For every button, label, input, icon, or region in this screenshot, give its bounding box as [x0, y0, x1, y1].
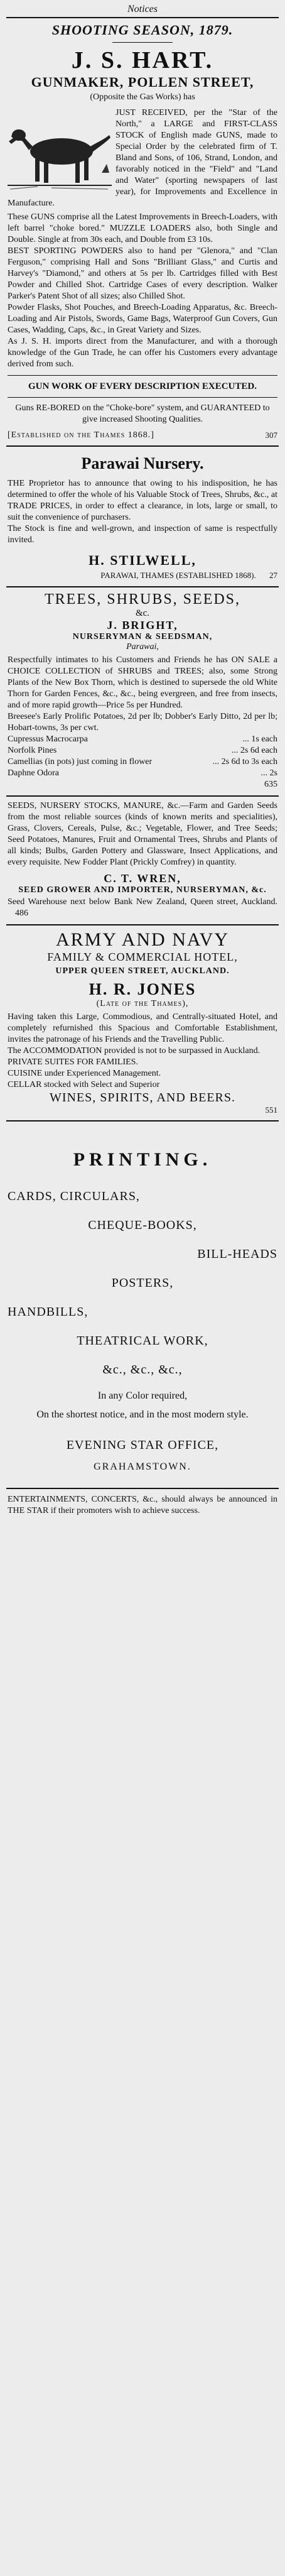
- advertiser-name: J. S. HART.: [71, 47, 214, 74]
- divider: [8, 375, 277, 376]
- newspaper-column: [6, 4, 279, 2567]
- entertainment-text: ENTERTAINMENTS, CONCERTS, &c., should always be announced in THE STAR if their promoters wish to achieve success.: [8, 1495, 277, 1515]
- print-line: POSTERS,: [111, 1276, 174, 1290]
- proprietor-name: H. STILWELL,: [89, 552, 196, 568]
- price-value: ... 1s each: [242, 734, 277, 744]
- price-row: [8, 734, 277, 745]
- hotel-address: UPPER QUEEN STREET, AUCKLAND.: [55, 966, 230, 976]
- season-heading: SHOOTING SEASON, 1879.: [51, 22, 234, 38]
- print-line: CHEQUE-BOOKS,: [88, 1218, 197, 1232]
- print-line: CARDS, CIRCULARS,: [8, 1189, 140, 1203]
- established-line: [8, 430, 277, 440]
- price-value: ... 2s 6d each: [231, 746, 277, 755]
- stock-description: These GUNS comprise all the Latest Improvements in Breech-Loaders, with left barrel "choke bored." MUZZLE LOADERS also, both Single and Double. Single at from 30s each, and Double from £3 10s. BEST SPORTING POWDERS also to hand per "Glenora," and "Clan Ferguson," comprising Hall and Sons "Brilliant Glass," and Curtis and Harvey's "Diamond," and others at 5s per lb. Cartridges filled with Best Powder and Chilled Shot. Cartridge Cases of every description. Walker Parker's Patent Shot of all sizes; also Chilled Shot. Powder Flasks, Shot Pouches, and Breech-Loading Apparatus, &c. Breech-Loading and Air Pistols, Swords, Game Bags, Waterproof Gun Covers, Gun Cases, Wadding, Caps, &c., in Great Variety and Sizes. As J. S. H. imports direct from the Manufacturer, and with a thorough knowledge of the Gun Trade, he can offer his Customers every advantage derived from such.: [8, 212, 277, 369]
- divider: [8, 397, 277, 398]
- price-item: Daphne Odora: [8, 768, 60, 778]
- wines-line: WINES, SPIRITS, AND BEERS.: [49, 1091, 236, 1105]
- wren-address: [8, 897, 277, 919]
- price-row: [8, 768, 277, 779]
- nursery-advertisement: [6, 447, 279, 587]
- print-line: THEATRICAL WORK,: [77, 1334, 208, 1348]
- price-item: Cupressus Macrocarpa: [8, 734, 88, 744]
- section-header: Notices: [6, 4, 279, 18]
- price-value: ... 2s: [261, 768, 277, 778]
- ad-reference: 486: [15, 909, 28, 918]
- advertiser-trade: GUNMAKER, POLLEN STREET,: [31, 74, 254, 90]
- advertiser-location: (Opposite the Gas Works) has: [90, 92, 195, 102]
- nursery-title: Parawai Nursery.: [81, 454, 204, 472]
- hotel-name: ARMY AND NAVY: [55, 929, 230, 950]
- notice-note: On the shortest notice, and in the most modern style.: [36, 1409, 249, 1420]
- office-town: GRAHAMSTOWN.: [94, 1461, 191, 1472]
- print-line: HANDBILLS,: [8, 1305, 89, 1319]
- bright-advertisement: [6, 587, 279, 797]
- print-line: &c., &c., &c.,: [102, 1363, 183, 1377]
- advertiser-trade: SEED GROWER AND IMPORTER, NURSERYMAN, &c.: [18, 885, 267, 895]
- rebored-notice: Guns RE-BORED on the "Choke-bore" system, and GUARANTEED to give increased Shooting Qualities.: [15, 403, 270, 424]
- printing-advertisement: [6, 1122, 279, 1489]
- bright-body: Respectfully intimates to his Customers and Friends he has ON SALE a CHOICE COLLECTION of SHRUBS and TREES; also, some Strong Plants of the New Box Thorn, which is destined to supersede the old White Thorn for Garden Fences, &c., &c., being evergreen, and free from insects, and of more rapid growth—Price 5s per Hundred. Breesee's Early Prolific Potatoes, 2d per lb; Dobber's Early Ditto, 2d per lb; Hobart-towns, 3s per cwt.: [8, 655, 277, 733]
- trees-subheading: &c.: [135, 608, 150, 618]
- color-note: In any Color required,: [97, 1390, 188, 1401]
- price-item: Norfolk Pines: [8, 746, 57, 755]
- ad-reference: 307: [265, 430, 277, 440]
- trees-heading: TREES, SHRUBS, SEEDS,: [44, 591, 241, 608]
- wren-body: SEEDS, NURSERY STOCKS, MANURE, &c.—Farm and Garden Seeds from the most reliable sources (kinds of known merits and specialities), Grass, Clovers, Cereals, Pulse, &c.; Vegetable, Flower, and Tree Seeds; Seed Potatoes, Manures, Fruit and Ornamental Trees, Shrubs and Plants of all kinds; Bulbs, Garden Pottery and Glassware, Insect Applications, and every requisite. New Fodder Plant (Prickly Comfrey) in quantity.: [8, 801, 277, 867]
- address-text: Seed Warehouse next below Bank New Zealand, Queen street, Auckland.: [8, 897, 277, 907]
- received-notice: JUST RECEIVED, per the "Star of the North," a LARGE and FIRST-CLASS STOCK of English made GUNS, made to Special Order by the celebrated firm of T. Bland and Sons, of 106, Strand, London, and favorably noticed in the "Field" and "Land and Water" (sporting newspapers of last year), for Improvements and Excellence in Manufacture.: [8, 108, 277, 208]
- price-list: [8, 734, 277, 790]
- divider: [112, 42, 173, 43]
- hart-advertisement: [6, 18, 279, 447]
- advertiser-name: J. BRIGHT,: [107, 619, 178, 631]
- ad-reference: 635: [264, 780, 277, 789]
- wren-advertisement: [6, 797, 279, 925]
- price-value: ... 2s 6d to 3s each: [212, 757, 277, 767]
- advertiser-trade: NURSERYMAN & SEEDSMAN,: [72, 632, 213, 641]
- gun-work-heading: GUN WORK OF EVERY DESCRIPTION EXECUTED.: [28, 381, 257, 391]
- advertiser-name: C. T. WREN,: [104, 872, 181, 885]
- hotel-type: FAMILY & COMMERCIAL HOTEL,: [47, 951, 238, 963]
- price-row: [8, 756, 277, 768]
- hotel-body: Having taken this Large, Commodious, and Centrally-situated Hotel, and completely refurnished this Spacious and Comfortable Establishment, invites the patronage of his Friends and the Travelling Public. The ACCOMMODATION provided is not to be surpassed in Auckland. PRIVATE SUITES FOR FAMILIES. CUISINE under Experienced Management. CELLAR stocked with Select and Superior: [8, 1012, 277, 1089]
- price-row: [8, 745, 277, 756]
- office-name: EVENING STAR OFFICE,: [66, 1438, 219, 1452]
- printing-title: PRINTING.: [73, 1149, 212, 1170]
- hotel-advertisement: [6, 925, 279, 1122]
- price-item: Camellias (in pots) just coming in flower: [8, 757, 153, 767]
- advertiser-place: Parawai,: [126, 642, 159, 652]
- address-text: PARAWAI, THAMES (ESTABLISHED 1868).: [100, 570, 256, 580]
- nursery-address: [8, 570, 277, 581]
- entertainment-notice: [6, 1489, 279, 1522]
- ad-reference: 551: [265, 1105, 277, 1115]
- proprietor-name: H. R. JONES: [89, 980, 196, 998]
- pointer-dog-illustration: [8, 110, 112, 190]
- established-text: [Established on the Thames 1868.]: [8, 430, 154, 440]
- nursery-body: THE Proprietor has to announce that owing to his indisposition, he has determined to offer the whole of his Valuable Stock of Trees, Shrubs, &c., at TRADE PRICES, in order to effect a clearance, in lots, large or small, to suit the convenience of purchasers. The Stock is fine and well-grown, and inspection of same is respectfully invited.: [8, 479, 277, 545]
- ad-reference: 27: [269, 570, 277, 580]
- print-line: BILL-HEADS: [197, 1247, 277, 1261]
- proprietor-note: (Late of the Thames),: [96, 999, 189, 1008]
